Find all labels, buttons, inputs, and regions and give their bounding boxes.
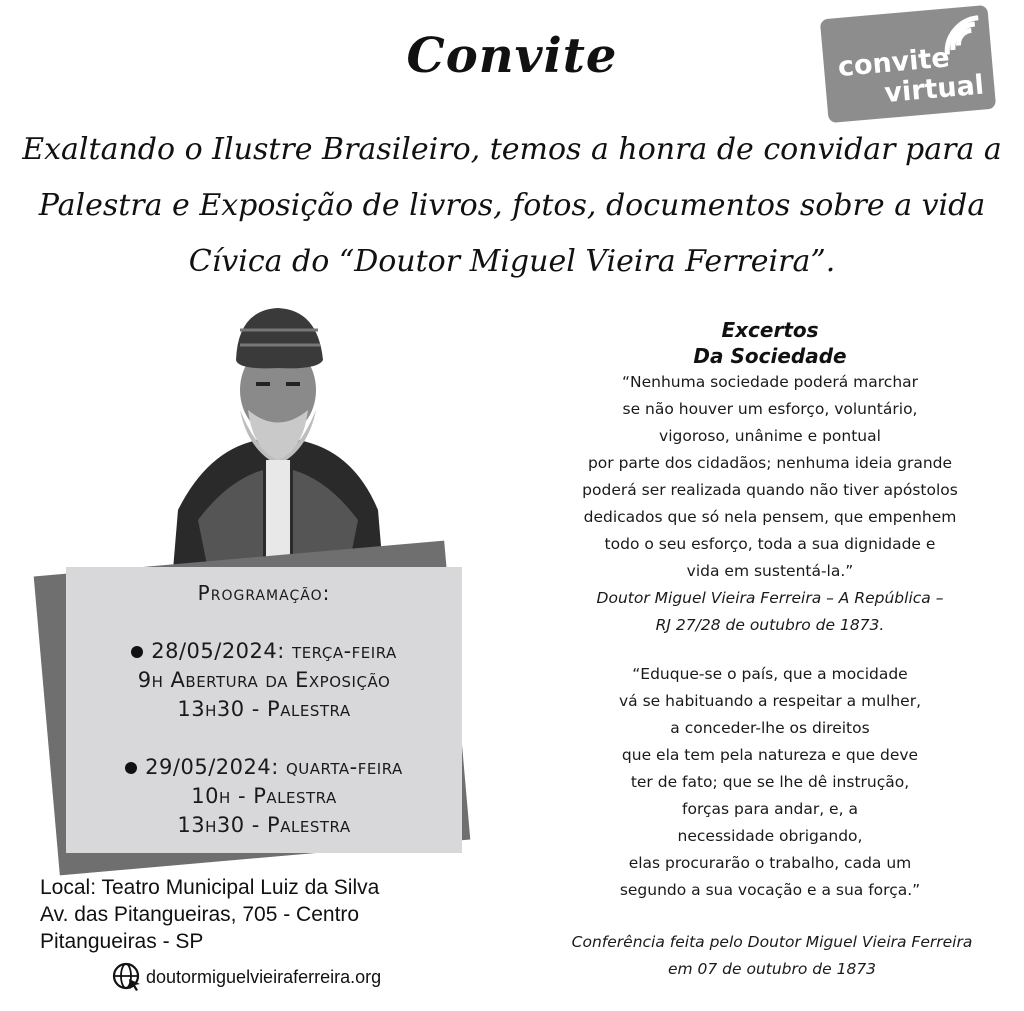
location-info — [40, 874, 379, 955]
quote-line: poderá ser realizada quando não tiver apóstolos — [582, 481, 958, 499]
quote-line: todo o seu esforço, toda a sua dignidade e — [604, 535, 936, 553]
intro-text — [20, 122, 1004, 290]
day1-date: 28/05/2024: — [151, 639, 285, 663]
quote-line: que ela tem pela natureza e que deve — [621, 746, 919, 764]
quote-line: forças para andar, e, a — [682, 800, 858, 818]
quote-line: a conceder-lhe os direitos — [670, 719, 870, 737]
location-line: Av. das Pitangueiras, 705 - Centro — [40, 903, 360, 926]
website-link[interactable]: doutormiguelvieiraferreira.org — [146, 967, 382, 987]
quote-line: “Eduque-se o país, que a mocidade — [632, 665, 908, 683]
day2-date: 29/05/2024: — [145, 755, 279, 779]
quote-line: elas procurarão o trabalho, cada um — [628, 854, 912, 872]
quote-line: segundo a sua vocação e a sua força.” — [619, 881, 921, 899]
day1-header — [66, 639, 462, 663]
intro-line: Exaltando o Ilustre Brasileiro, temos a honra de convidar para a — [22, 132, 1002, 167]
program-panel — [66, 567, 462, 853]
badge-text-virtual: virtual — [883, 69, 986, 110]
quote-line: se não houver um esforço, voluntário, — [622, 400, 918, 418]
day1-item: 13h30 - Palestra — [177, 697, 351, 721]
day2-weekday: quarta-feira — [285, 755, 403, 779]
portrait-image — [168, 300, 388, 570]
intro-line: Palestra e Exposição de livros, fotos, documentos sobre a vida — [38, 188, 986, 223]
quote-line: vida em sustentá-la.” — [686, 562, 854, 580]
excerpts-title — [640, 317, 900, 369]
quote-line: vigoroso, unânime e pontual — [659, 427, 881, 445]
citation-2 — [530, 929, 1014, 983]
day2-header — [66, 755, 462, 779]
badge-text-convite: convite — [836, 42, 951, 84]
quote-2 — [540, 661, 1000, 904]
day1-weekday: terça-feira — [292, 639, 397, 663]
quote-line: dedicados que só nela pensem, que empenhem — [583, 508, 957, 526]
intro-line: Cívica do “Doutor Miguel Vieira Ferreira”. — [188, 244, 836, 279]
day1-item: 9h Abertura da Exposição — [137, 668, 391, 692]
citation-line: RJ 27/28 de outubro de 1873. — [655, 616, 885, 634]
citation-line: em 07 de outubro de 1873 — [667, 960, 877, 978]
quote-line: ter de fato; que se lhe dê instrução, — [630, 773, 910, 791]
quote-line: necessidade obrigando, — [677, 827, 863, 845]
citation-line: Doutor Miguel Vieira Ferreira – A República – — [596, 589, 944, 607]
excerpts-title-line: Da Sociedade — [693, 344, 847, 368]
quote-line: por parte dos cidadãos; nenhuma ideia grande — [587, 454, 953, 472]
excerpts-title-line: Excertos — [721, 318, 819, 342]
quote-line: “Nenhuma sociedade poderá marchar — [621, 373, 919, 391]
day2-item: 10h - Palestra — [191, 784, 337, 808]
citation-line: Conferência feita pelo Doutor Miguel Vieira Ferreira — [571, 933, 973, 951]
program-title: Programação: — [197, 581, 331, 605]
quote-line: vá se habituando a respeitar a mulher, — [618, 692, 921, 710]
day2-item: 13h30 - Palestra — [177, 813, 351, 837]
bullet-icon — [131, 646, 143, 658]
globe-cursor-icon — [112, 962, 142, 992]
convite-virtual-badge — [820, 5, 996, 123]
location-line: Pitangueiras - SP — [40, 930, 204, 953]
citation-1 — [540, 585, 1000, 639]
page-title: Convite — [406, 28, 618, 84]
bullet-icon — [125, 762, 137, 774]
quote-1 — [540, 369, 1000, 585]
location-line: Local: Teatro Municipal Luiz da Silva — [40, 876, 380, 899]
